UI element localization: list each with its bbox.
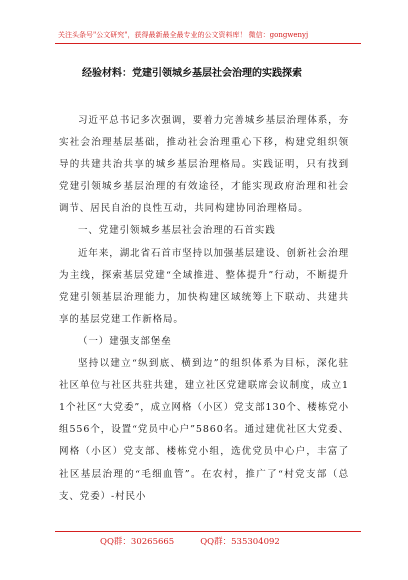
document-body [59, 110, 349, 508]
subsection-heading-1: （一）建强支部堡垒 [78, 335, 172, 347]
paragraph-intro: 习近平总书记多次强调，要着力完善城乡基层治理体系，夯实社会治理基层基础，推动社会治理重心下移，构建党组织领导的共建共治共享的城乡基层治理格局。实践证明，只有找到党建引领城乡基层治理的有效途径，才能实现政府治理和社会调节、居民自治的良性互动，共同构建协同治理格局。 [59, 115, 349, 215]
paragraph-practice: 近年来，湖北省石首市坚持以加强基层建设、创新社会治理为主线，探索基层党建“全域推进、整体提升”行动，不断提升党建引领基层治理能力，加快构建区域统筹上下联动、共建共享的基层党建工作新格局。 [59, 247, 349, 325]
footer-divider [55, 531, 361, 532]
footer-qq-group-1: QQ群：30265665 [100, 537, 175, 547]
document-title: 经验材料：党建引领城乡基层社会治理的实践探索 [82, 68, 302, 79]
paragraph-organization: 坚持以建立“纵到底、横到边”的组织体系为目标，深化驻社区单位与社区共驻共建，建立社区党建联席会议制度，成立11个社区“大党委”，成立网格（小区）党支部130个、楼栋党小组556个，设置“党员中心户”5860名。通过建优社区大党委、网格（小区）党支部、楼栋党小组，选优党员中心户，丰富了社区基层治理的“毛细血管”。在农村，推广了“村党支部（总支、党委）-村民小 [59, 358, 349, 502]
header-divider [55, 43, 361, 44]
footer-qq-group-2: QQ群：535304092 [200, 537, 280, 547]
footer-contact [100, 536, 280, 548]
header-promo-text: 关注头条号"公文研究"，获得最新最全最专业的公文资料库！ 微信：gongwenyj [58, 31, 309, 39]
section-heading-1: 一、党建引领城乡基层社会治理的石首实践 [78, 225, 276, 237]
